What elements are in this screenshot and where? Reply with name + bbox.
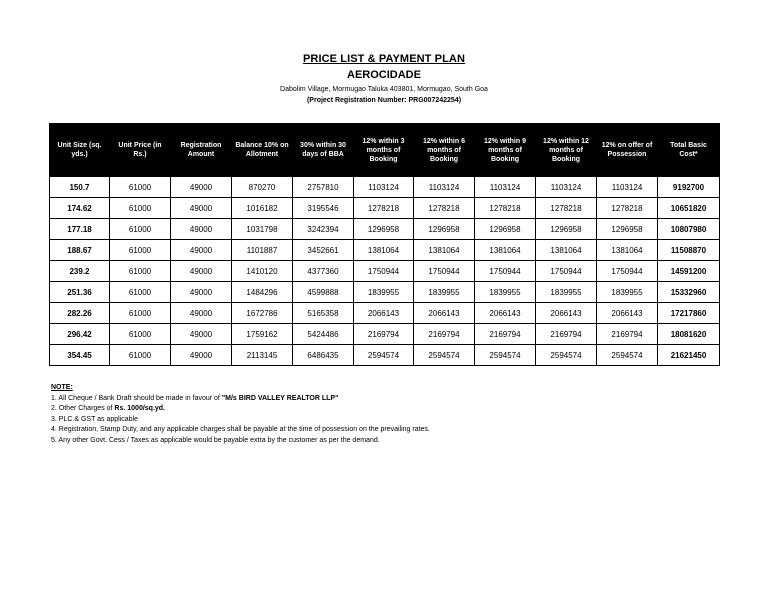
table-cell: 4599888 xyxy=(293,282,354,303)
column-header: 30% within 30 days of BBA xyxy=(293,124,354,177)
table-cell: 177.18 xyxy=(50,219,110,240)
column-header: Unit Size (sq. yds.) xyxy=(50,124,110,177)
note-item: 4. Registration, Stamp Duty, and any applicable charges shall be payable at the time of possession on the prevailing rates. xyxy=(51,426,430,433)
table-cell: 2066143 xyxy=(536,303,597,324)
table-cell: 1750944 xyxy=(354,261,414,282)
note-text: 2. Other Charges of xyxy=(51,405,115,412)
table-cell: 188.67 xyxy=(50,240,110,261)
table-cell: 1103124 xyxy=(475,177,536,198)
table-cell: 2594574 xyxy=(354,345,414,366)
table-cell: 2169794 xyxy=(354,324,414,345)
table-cell: 1296958 xyxy=(536,219,597,240)
table-cell: 1016182 xyxy=(232,198,293,219)
table-cell: 61000 xyxy=(110,198,171,219)
table-cell: 61000 xyxy=(110,303,171,324)
table-cell: 174.62 xyxy=(50,198,110,219)
table-cell: 239.2 xyxy=(50,261,110,282)
table-cell: 1103124 xyxy=(536,177,597,198)
registration-number: (Project Registration Number: PRG007242254) xyxy=(306,97,462,104)
table-cell: 49000 xyxy=(171,324,232,345)
table-cell: 10807980 xyxy=(658,219,720,240)
table-cell: 61000 xyxy=(110,345,171,366)
table-cell: 15332960 xyxy=(658,282,720,303)
column-header: Unit Price (in Rs.) xyxy=(110,124,171,177)
table-cell: 282.26 xyxy=(50,303,110,324)
table-cell: 1278218 xyxy=(354,198,414,219)
table-cell: 2066143 xyxy=(475,303,536,324)
table-cell: 1101887 xyxy=(232,240,293,261)
table-cell: 21621450 xyxy=(658,345,720,366)
table-cell: 49000 xyxy=(171,345,232,366)
table-cell: 1296958 xyxy=(414,219,475,240)
table-cell: 11508870 xyxy=(658,240,720,261)
payee-name: "M/s BIRD VALLEY REALTOR LLP" xyxy=(221,394,339,402)
table-cell: 1031798 xyxy=(232,219,293,240)
table-cell: 1296958 xyxy=(597,219,658,240)
table-cell: 1103124 xyxy=(354,177,414,198)
table-cell: 1484296 xyxy=(232,282,293,303)
table-row xyxy=(50,177,720,198)
table-row xyxy=(50,219,720,240)
table-cell: 1278218 xyxy=(414,198,475,219)
table-cell: 2594574 xyxy=(597,345,658,366)
column-header: Balance 10% on Allotment xyxy=(232,124,293,177)
table-cell: 5424486 xyxy=(293,324,354,345)
table-row xyxy=(50,240,720,261)
table-cell: 1296958 xyxy=(475,219,536,240)
table-cell: 2066143 xyxy=(354,303,414,324)
table-cell: 49000 xyxy=(171,261,232,282)
table-cell: 2169794 xyxy=(536,324,597,345)
column-header: Registration Amount xyxy=(171,124,232,177)
table-cell: 49000 xyxy=(171,240,232,261)
table-cell: 3195546 xyxy=(293,198,354,219)
table-cell: 1296958 xyxy=(354,219,414,240)
note-item xyxy=(51,394,430,405)
table-cell: 1381064 xyxy=(414,240,475,261)
column-header: 12% on offer of Possession xyxy=(597,124,658,177)
table-cell: 3452661 xyxy=(293,240,354,261)
table-cell: 2169794 xyxy=(597,324,658,345)
table-header-row xyxy=(50,124,720,177)
table-cell: 1103124 xyxy=(414,177,475,198)
table-cell: 1278218 xyxy=(536,198,597,219)
table-cell: 2594574 xyxy=(536,345,597,366)
table-cell: 2066143 xyxy=(414,303,475,324)
table-cell: 1839955 xyxy=(354,282,414,303)
table-cell: 2113145 xyxy=(232,345,293,366)
other-charges-amount: Rs. 1000/sq.yd. xyxy=(114,405,166,412)
table-cell: 1672786 xyxy=(232,303,293,324)
table-cell: 61000 xyxy=(110,261,171,282)
table-cell: 1103124 xyxy=(597,177,658,198)
table-row xyxy=(50,282,720,303)
table-cell: 9192700 xyxy=(658,177,720,198)
note-item xyxy=(51,404,430,415)
table-cell: 1278218 xyxy=(597,198,658,219)
column-header: 12% within 3 months of Booking xyxy=(354,124,414,177)
table-cell: 61000 xyxy=(110,282,171,303)
table-cell: 1839955 xyxy=(597,282,658,303)
table-cell: 49000 xyxy=(171,177,232,198)
table-cell: 61000 xyxy=(110,177,171,198)
page-title: PRICE LIST & PAYMENT PLAN xyxy=(302,53,466,65)
table-cell: 1381064 xyxy=(354,240,414,261)
table-cell: 2169794 xyxy=(414,324,475,345)
table-cell: 14591200 xyxy=(658,261,720,282)
price-table xyxy=(49,123,720,366)
table-cell: 1750944 xyxy=(536,261,597,282)
table-cell: 6486435 xyxy=(293,345,354,366)
column-header: 12% within 12 months of Booking xyxy=(536,124,597,177)
table-cell: 10651820 xyxy=(658,198,720,219)
note-text: 1. All Cheque / Bank Draft should be made in favour of xyxy=(51,394,222,402)
column-header: 12% within 6 months of Booking xyxy=(414,124,475,177)
table-row xyxy=(50,198,720,219)
table-row xyxy=(50,303,720,324)
table-body xyxy=(50,177,720,366)
table-row xyxy=(50,324,720,345)
table-cell: 1381064 xyxy=(597,240,658,261)
project-address: Dabolim Village, Mormugao Taluka 403801, Mormugao, South Goa xyxy=(280,86,488,93)
table-cell: 354.45 xyxy=(50,345,110,366)
table-cell: 1750944 xyxy=(414,261,475,282)
table-cell: 2757810 xyxy=(293,177,354,198)
table-cell: 3242394 xyxy=(293,219,354,240)
table-row xyxy=(50,261,720,282)
table-cell: 150.7 xyxy=(50,177,110,198)
table-cell: 1839955 xyxy=(475,282,536,303)
table-cell: 1750944 xyxy=(597,261,658,282)
table-cell: 2066143 xyxy=(597,303,658,324)
document-header xyxy=(0,52,768,106)
table-cell: 18081620 xyxy=(658,324,720,345)
table-cell: 1278218 xyxy=(475,198,536,219)
table-cell: 49000 xyxy=(171,303,232,324)
table-cell: 1410120 xyxy=(232,261,293,282)
table-cell: 5165358 xyxy=(293,303,354,324)
table-cell: 49000 xyxy=(171,198,232,219)
table-row xyxy=(50,345,720,366)
table-cell: 61000 xyxy=(110,324,171,345)
project-name: AEROCIDADE xyxy=(347,69,421,81)
table-cell: 1381064 xyxy=(475,240,536,261)
table-cell: 4377360 xyxy=(293,261,354,282)
table-cell: 1750944 xyxy=(475,261,536,282)
table-cell: 1839955 xyxy=(536,282,597,303)
table-cell: 296.42 xyxy=(50,324,110,345)
table-cell: 2594574 xyxy=(475,345,536,366)
table-cell: 49000 xyxy=(171,219,232,240)
table-cell: 1381064 xyxy=(536,240,597,261)
table-cell: 1839955 xyxy=(414,282,475,303)
table-cell: 49000 xyxy=(171,282,232,303)
column-header: Total Basic Cost* xyxy=(658,124,720,177)
table-cell: 1759162 xyxy=(232,324,293,345)
table-cell: 17217860 xyxy=(658,303,720,324)
column-header: 12% within 9 months of Booking xyxy=(475,124,536,177)
table-cell: 61000 xyxy=(110,219,171,240)
table-cell: 61000 xyxy=(110,240,171,261)
notes-section xyxy=(51,383,430,446)
notes-heading: NOTE: xyxy=(51,384,73,391)
table-cell: 2594574 xyxy=(414,345,475,366)
note-item: 5. Any other Govt. Cess / Taxes as applicable would be payable extra by the customer as per the demand. xyxy=(51,436,380,444)
table-cell: 870270 xyxy=(232,177,293,198)
table-cell: 251.36 xyxy=(50,282,110,303)
table-cell: 2169794 xyxy=(475,324,536,345)
note-item: 3. PLC & GST as applicable xyxy=(51,415,139,423)
